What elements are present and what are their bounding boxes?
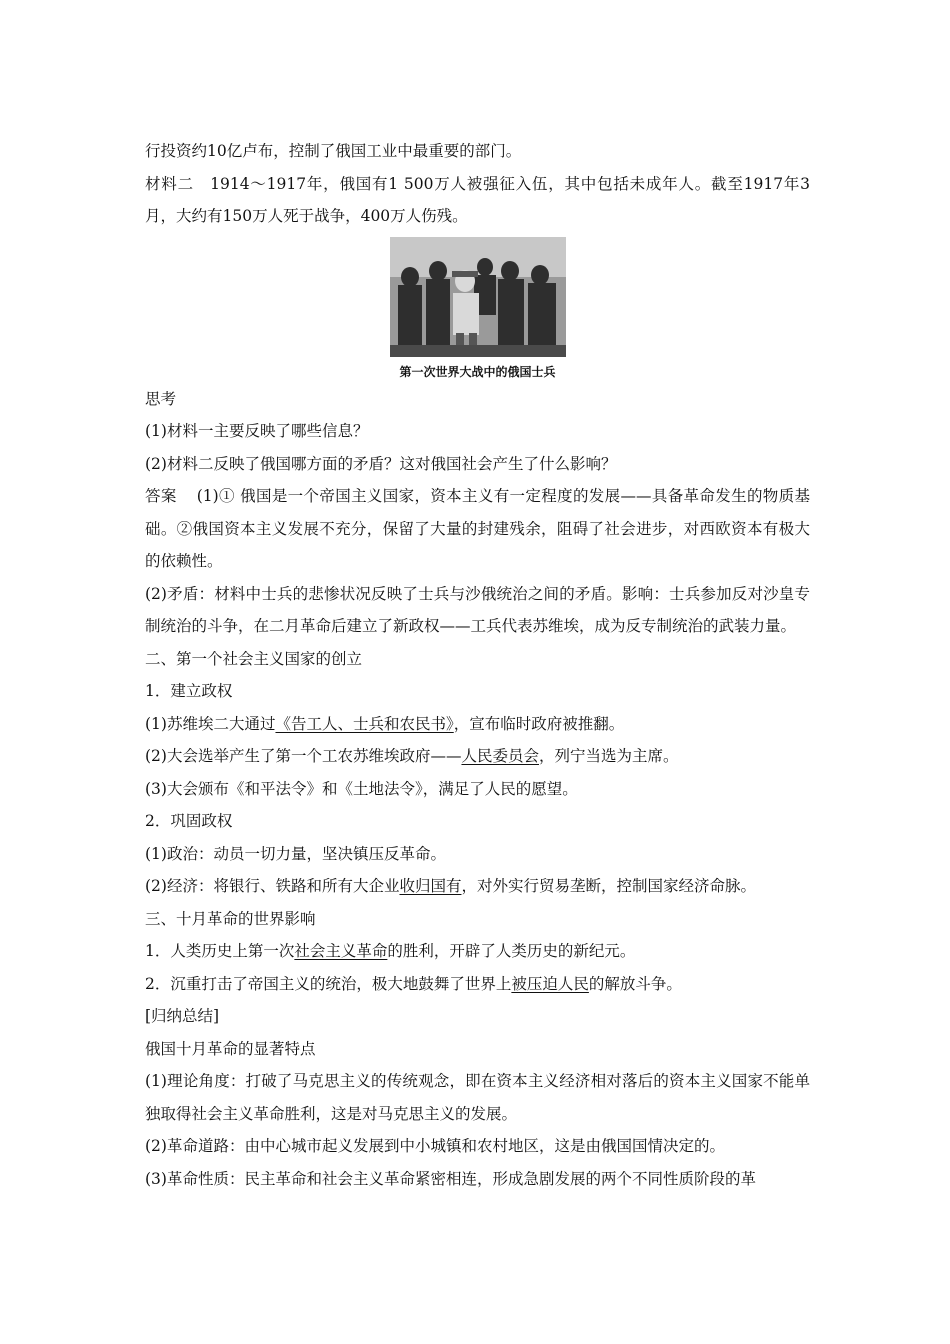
summary-heading: [归纳总结] xyxy=(145,1007,220,1025)
question-1: (1)材料一主要反映了哪些信息？ xyxy=(145,422,369,440)
section-2-sub-1: 1．建立政权 xyxy=(145,682,233,700)
text-span: (1)苏维埃二大通过 xyxy=(145,714,276,733)
answer-1-text: (1)① 俄国是一个帝国主义国家，资本主义有一定程度的发展——具备革命发生的物质基础。②俄国资本主义发展不充分，保留了大量的封建残余，阻碍了社会进步，对西欧资本有极大的依赖性。 xyxy=(145,487,810,570)
soldiers-photo xyxy=(390,237,566,357)
section-2-item-3: (3)大会颁布《和平法令》和《土地法令》，满足了人民的愿望。 xyxy=(145,779,578,798)
summary-item-3: (3)革命性质：民主革命和社会主义革命紧密相连，形成急剧发展的两个不同性质阶段的革 xyxy=(145,1169,756,1188)
underlined-term: 社会主义革命 xyxy=(294,942,388,960)
summary-item-2: (2)革命道路：由中心城市起义发展到中小城镇和农村地区，这是由俄国国情决定的。 xyxy=(145,1137,725,1155)
summary-title: 俄国十月革命的显著特点 xyxy=(145,1039,316,1058)
underlined-term: 收归国有 xyxy=(399,877,462,895)
section-2-sub-2: 2．巩固政权 xyxy=(145,812,233,830)
soldiers-photo-image xyxy=(390,237,566,357)
question-2: (2)材料二反映了俄国哪方面的矛盾？这对俄国社会产生了什么影响？ xyxy=(145,454,617,473)
text-span: ，对外实行贸易垄断，控制国家经济命脉。 xyxy=(461,877,756,895)
section-2-item-1 xyxy=(145,708,810,741)
paragraph-material-two: 材料二 1914～1917年，俄国有1 500万人被强征入伍，其中包括未成年人。截至1917年3月，大约有150万人死于战争，400万人伤残。 xyxy=(145,174,810,225)
paragraph-material-one-end: 行投资约10亿卢布，控制了俄国工业中最重要的部门。 xyxy=(145,142,522,160)
figure xyxy=(145,237,810,381)
summary-item-1: (1)理论角度：打破了马克思主义的传统观念，即在资本主义经济相对落后的资本主义国家不能单独取得社会主义革命胜利，这是对马克思主义的发展。 xyxy=(145,1072,810,1123)
underlined-term: 《告工人、士兵和农民书》 xyxy=(275,714,454,733)
section-3-item-2 xyxy=(145,968,810,1001)
section-2-heading: 二、第一个社会主义国家的创立 xyxy=(145,649,363,668)
answer-2: (2)矛盾：材料中士兵的悲惨状况反映了士兵与沙俄统治之间的矛盾。影响：士兵参加反对沙皇专制统治的斗争，在二月革命后建立了新政权——工兵代表苏维埃，成为反专制统治的武装力量。 xyxy=(145,584,810,635)
document-body xyxy=(145,135,810,1195)
figure-caption: 第一次世界大战中的俄国士兵 xyxy=(399,364,556,379)
think-heading: 思考 xyxy=(145,389,177,408)
section-2-item-4: (1)政治：动员一切力量，坚决镇压反革命。 xyxy=(145,844,446,863)
text-span: 1．人类历史上第一次 xyxy=(145,942,295,960)
text-span: ，列宁当选为主席。 xyxy=(538,747,679,765)
text-span: (2)大会选举产生了第一个工农苏维埃政府—— xyxy=(145,747,462,765)
underlined-term: 人民委员会 xyxy=(461,747,539,765)
section-3-item-1 xyxy=(145,935,810,968)
underlined-term: 被压迫人民 xyxy=(511,974,589,993)
text-span: ，宣布临时政府被推翻。 xyxy=(453,714,625,733)
text-span: 的胜利，开辟了人类历史的新纪元。 xyxy=(387,942,636,960)
section-3-heading: 三、十月革命的世界影响 xyxy=(145,909,316,928)
section-2-item-5 xyxy=(145,870,810,903)
section-2-item-2 xyxy=(145,740,810,773)
text-span: 2．沉重打击了帝国主义的统治，极大地鼓舞了世界上 xyxy=(145,974,512,993)
text-span: 的解放斗争。 xyxy=(588,974,682,993)
answer-label: 答案 xyxy=(145,487,177,505)
text-span: (2)经济：将银行、铁路和所有大企业 xyxy=(145,877,400,895)
answer-1 xyxy=(145,480,810,578)
